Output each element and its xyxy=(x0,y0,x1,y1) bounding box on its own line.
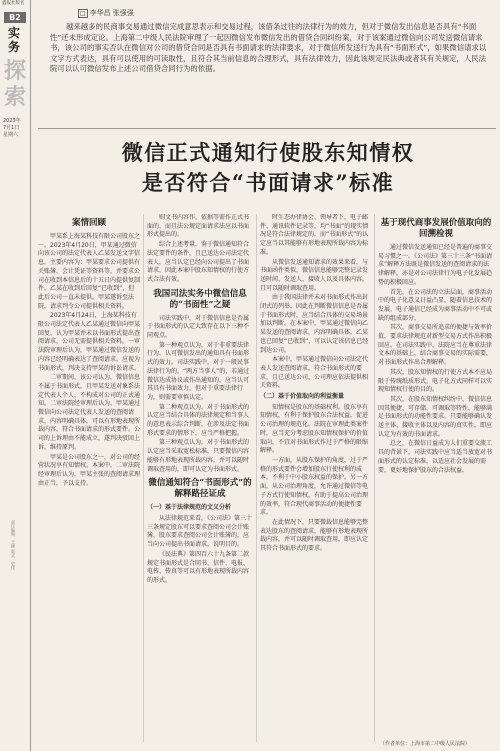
column-3 xyxy=(260,214,370,742)
author-affiliation: （作者单位：上海市第二中级人民法院） xyxy=(380,741,471,747)
paragraph: 甲某系上海某科技有限公司股东之一。2023年4月20日，甲某通过微信向该公司的法定代表人乙某发送文字信息，主要内容为：甲某要求公司提供有关账簿、会计凭证等资料等，并要求公司在收到本信息后的十五日内提供复制件。乙某在收到后回复“已收到”，但此后公司一直未提供。甲某遂诉至法院，请求判令公司提供相关资料。 xyxy=(38,233,140,310)
article-headline xyxy=(40,138,496,198)
paragraph: 总之，在微信日益成为人们重要交流工具的背景下，司法实践中应当适当放宽对书面形式的认定标准，以适应社会发展的需要，更好地保护股东的合法权益。 xyxy=(378,440,493,474)
masthead-divider xyxy=(30,0,31,751)
section-banner: 探索 xyxy=(3,58,26,110)
masthead xyxy=(0,0,30,751)
page-number-badge: B2 xyxy=(4,12,26,23)
article-summary: 越来越多的民商事交易通过微信完成意思表示和交易过程，该借条过往的法律行为的效力，但对于微信发出信息是否具有“书面性”还未形成定论。上海第二中级人民法院审理了一起因微信发布微信发出的借贷合同纠纷案，对于该案通过微信向公司发送微信请求书，该公司的事实否认在微信对公司的借贷合同是否具有书面请求的法律要求，对于微信所发送行为具有“书面形式”，如果微信请求以文字方式表达，具有可以使用的可读取性，且符合其当前信息的合理形式，具有法律效力，因此该规定民法典或者其有关规定，人民法院可以认可微信发布上述公司借贷合同行为的依据。 xyxy=(50,22,487,74)
paragraph: 第三种观点认为，对于书面形式的认定应当采取宽松标准，只要微信内容能够有形地表现所载内容，并可以随时调取查用的，即可认定为书面形式。 xyxy=(147,439,250,473)
section-heading: 微信通知符合“书面形式”的解释路径证成 xyxy=(148,478,252,500)
section-heading: 我国司法实务中微信信息的“书面性”之疑 xyxy=(153,288,247,310)
section-name: 实务 xyxy=(7,26,20,54)
issue-weekday: 星期六 xyxy=(3,132,19,138)
paragraph: 综合上述考量，鉴于微信通知符合法定要件的条件，且已送达公司法定代表人，应当认定已经向公司提出了书面请求，因此本案中股东知情权的行使方式合法有效。 xyxy=(147,241,250,283)
section-heading: 基于现代商事发展价值取向的回溯检视 xyxy=(380,218,492,239)
paragraph: 其次，在股东知情权纠纷中，微信信息因其便捷、可存储、可调取等特性，能够满足书面形式的功能性要求。只要能够确认发送主体、接收主体以及内容的真实性，即应认定为有效的书面请求。 xyxy=(378,395,493,438)
paragraph: 甲某是公司股东之一，对公司的经营状况享有知情权。本案中，二审法院经审理后认为，甲某主张的查阅请求理由正当，予以支持。 xyxy=(38,453,140,487)
byline-authors: 李华昌 张强强 xyxy=(89,9,134,17)
paragraph: 一方面，从股东保护的角度，过于严格的形式要件会增加股东行使权利的成本，不利于中小股东权益的保护。另一方面，从公司治理角度，允许通过微信等电子方式行使知情权，有助于提高公司治理的效率，符合现代商事活动的便捷性要求。 xyxy=(260,456,369,517)
paragraph: 本案中，甲某通过微信向公司法定代表人发送查阅请求，符合书面形式的要求，且已送达公司，公司理应依法提供相关资料。 xyxy=(260,356,369,390)
paragraph: 第二种观点认为，对于书面形式的认定应当结合具体的法律规定和当事人的意思表示综合判断，在涉及法定书面形式要求的情形下，应当严格把握。 xyxy=(147,403,250,437)
section-heading: 案情回顾 xyxy=(71,218,106,228)
summary-divider xyxy=(38,128,496,129)
paragraph: 则文书内容作，依据等需作正式书面的，而且法公规定面请求法应以书面形式提出的。 xyxy=(147,214,250,239)
paragraph: 其次，商事交易所追求的便捷与效率价值，要求法律规范对新型交易方式作出积极回应。在司法实践中，法院应当在尊重法律文本的基础上，结合商事交易的实际需要，对书面形式作出合理解释。 xyxy=(378,324,493,367)
column-4 xyxy=(378,214,494,738)
paragraph: 通过微信发送通知已经是普遍的商事交易习惯之一。《公司法》第三十三条“书面请求”解释方法既是微信发送的查阅请求的法律解释，亦是对公司法律行为电子化发展趋势的积极回应。 xyxy=(378,244,493,286)
column-1 xyxy=(38,214,140,742)
paragraph: 知情权是股东的基础权利。股东享有知情权，有利于保护股东合法权益，促进公司治理的规范化。法院在审理此类案件时，应当充分考虑股东知情权保护的价值取向，不宜对书面形式作过于严格的限缩解释。 xyxy=(260,403,369,455)
issue-year: 2023年 xyxy=(3,118,21,124)
byline-tag: □ xyxy=(80,10,86,17)
column-divider xyxy=(256,214,257,742)
column-2 xyxy=(147,214,253,742)
paragraph: 司法实践中，对于微信信息是否属于书面形式的认定大致存在以下三种不同观点。 xyxy=(147,314,250,340)
masthead-title: 鑫报社版名 xyxy=(2,1,25,6)
paragraph: 第一种观点认为，对于非重要法律行为，认可微信发出的通知具有书面形式的效力。司法实践中，对于一般民事法律行为的，“两方当事人”的，若通过微信达成协议或作出通知的，应当认可其具有书面效力，但对于重要法律行为，则需要审慎认定。 xyxy=(147,341,250,401)
paragraph: 2023年4月24日，上海某科技有限公司法定代表人乙某通过微信向甲某回复，认为甲某并未以书面形式提出查阅请求，公司无需提供相关资料。一审法院审理后认为，甲某通过微信发送的内容已经明确表达了查阅请求，应视为书面形式，判决支持甲某的诉讼请求。 xyxy=(38,312,140,372)
sub-heading: （一）基于法律规范的文义分析 xyxy=(147,504,232,512)
paragraph: 从微信发送通知请求的效果来看，与书面函件类似，微信信息能够完整记录发送时间、发送人、接收人以及具体内容，且可以随时调取查用。 xyxy=(260,258,369,292)
byline xyxy=(78,8,134,18)
paragraph: 《民法典》第四百六十九条第二款规定书面形式是合同书、信件、电报、电传、传真等可以有形地表现所载内容的形式。 xyxy=(147,550,250,584)
editor-credits: 责任编辑：王峰 版式：史佳 xyxy=(11,520,16,570)
paragraph: 由于我国法律并未对书面形式作出封闭式的列举，因此在判断微信信息是否属于书面形式时，应当结合具体的交易场景加以判断。在本案中，甲某通过微信向乙某发送的查阅请求，内容明确具体，乙某也已回复“已收到”，可以认定该信息已经到达公司。 xyxy=(260,294,369,354)
paragraph: 其次，股东知情权的行使方式本不应局限于传统纸质形式，电子化方式同样可以实现知情权行使的目的。 xyxy=(378,368,493,394)
paragraph: 二审期间，该公司认为，微信信息不属于书面形式，且甲某发送对象系法定代表人个人，不构成对公司的正式通知。二审法院经审理后认为，甲某通过微信向公司法定代表人发送的查阅请求，内容明确具体，可以有形地表现所载内容，符合书面请求的形式要件。公司的上诉理由不能成立，遂判决驳回上诉，维持原判。 xyxy=(38,374,140,451)
issue-date xyxy=(3,118,29,139)
paragraph: 从法律规范来看，《公司法》第三十三条规定股东可以要求查阅公司会计账簿，股东要求查阅公司会计账簿的，应当向公司提出书面请求，说明目的。 xyxy=(147,514,253,549)
paragraph: 首先，在公司法的立法层面，商事活动中的电子化意义日益凸显。随着信息技术的发展，电子通信已经成为商事活动中不可或缺的组成部分。 xyxy=(378,288,493,322)
column-divider xyxy=(143,214,144,742)
issue-month-day: 7月1日 xyxy=(3,125,20,131)
paragraph: 在此情况下，只要微载信息能够完整表达股东的查阅请求，能够有形地表现所载内容，并可以随时调取查用，即应认定其符合书面形式的要求。 xyxy=(260,518,369,553)
sub-heading: （二）基于价值取向的利益衡量 xyxy=(260,393,345,401)
column-divider xyxy=(374,214,375,742)
paragraph: 时生态办律协会、领导者下，电子邮件、通讯软件记录等，均“书面”的现实情况是符合法律规定的。而“书面形式”的认定应当以其能够有形地表现所载内容为标准。 xyxy=(260,214,369,256)
headline-line-2: 是否符合“书面请求”标准 xyxy=(141,170,395,195)
headline-line-1: 微信正式通知行使股东知情权 xyxy=(121,140,415,165)
